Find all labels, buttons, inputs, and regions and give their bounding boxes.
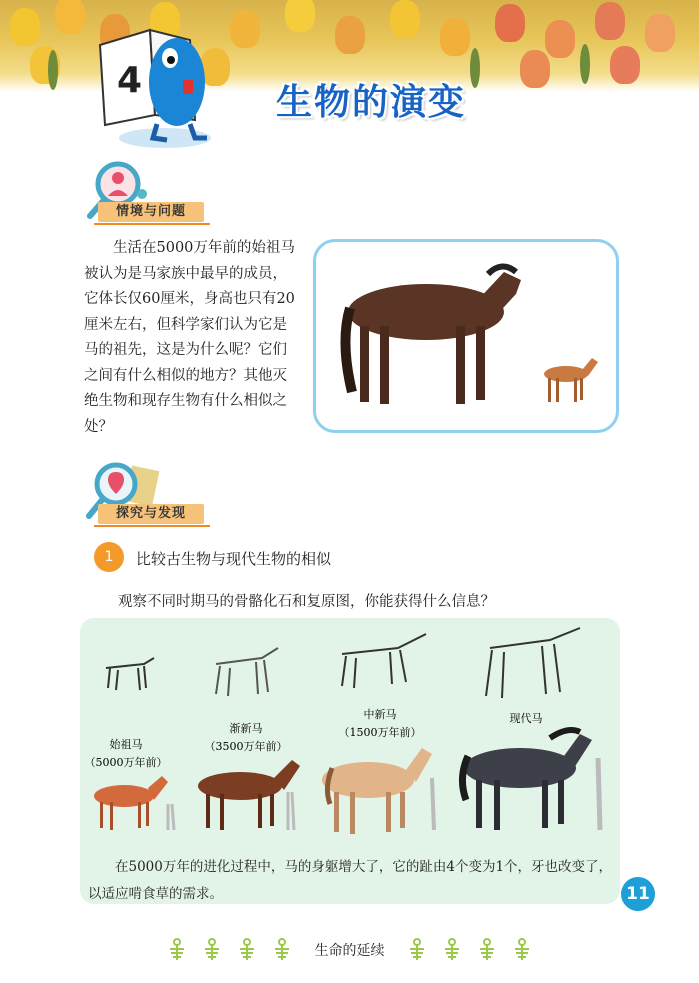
mesohippus-skeleton [216,648,278,696]
merychippus-foot-bone [432,778,434,830]
fish-bone-icon [166,938,188,962]
activity-number-badge: 1 [94,542,124,572]
svg-text:（5000万年前）: （5000万年前） [84,756,168,769]
mesohippus-foot-bone [288,792,294,830]
activity-title: 比较古生物与现代生物的相似 [136,550,332,568]
fish-bone-icon [511,938,533,962]
mascot-reading-book [95,20,220,150]
svg-text:始祖马: 始祖马 [109,738,143,751]
horse-comparison-photo [313,239,619,433]
intro-paragraph: 生活在5000万年前的始祖马被认为是马家族中最早的成员，它体长仅60厘米，身高也只有20厘米左右，但科学家们认为它是马的祖先，这是为什么呢？它们之间有什么相似的地方？其他灭绝生物和现存生物有什么相似之处？ [84,240,295,435]
footer-title: 生命的延续 [314,943,385,959]
fish-bone-icon [236,938,258,962]
explore-section-label: 探究与发现 [98,504,204,524]
page-number: 11 [621,877,655,911]
modern-horse-foot-bone [598,758,600,830]
fish-bone-icon [271,938,293,962]
chapter-title: 生物的演变 [276,82,467,123]
svg-text:（1500万年前）: （1500万年前） [338,726,422,739]
activity-question: 观察不同时期马的骨骼化石和复原图，你能获得什么信息？ [118,594,495,610]
explore-section-badge [84,462,214,532]
svg-text:中新马: 中新马 [363,708,397,721]
eohippus-reconstruction [94,776,168,830]
fish-bone-icon [476,938,498,962]
modern-horse-skeleton [486,628,580,698]
horse-evolution-figure [80,618,620,848]
merychippus-reconstruction [322,748,432,834]
modern-horse-illustration [345,266,521,404]
eohippus-illustration [544,358,598,402]
modern-horse-reconstruction [462,730,592,830]
eohippus-skeleton [106,658,154,690]
mesohippus-reconstruction [198,760,300,830]
fish-bone-icon [201,938,223,962]
svg-text:渐新马: 渐新马 [229,722,263,735]
fish-bone-icon [441,938,463,962]
fish-bone-icon [406,938,428,962]
situation-section-label: 情境与问题 [98,202,204,222]
footer [0,938,699,964]
svg-text:（3500万年前）: （3500万年前） [204,740,288,753]
situation-section-badge [84,160,214,230]
svg-text:4: 4 [117,60,143,101]
svg-text:现代马: 现代马 [509,712,543,725]
merychippus-skeleton [342,634,426,688]
eohippus-foot-bone [168,804,174,830]
evolution-summary: 在5000万年的进化过程中，马的身躯增大了，它的趾由4个变为1个，牙也改变了，以适应啃食草的需求。 [88,859,613,902]
